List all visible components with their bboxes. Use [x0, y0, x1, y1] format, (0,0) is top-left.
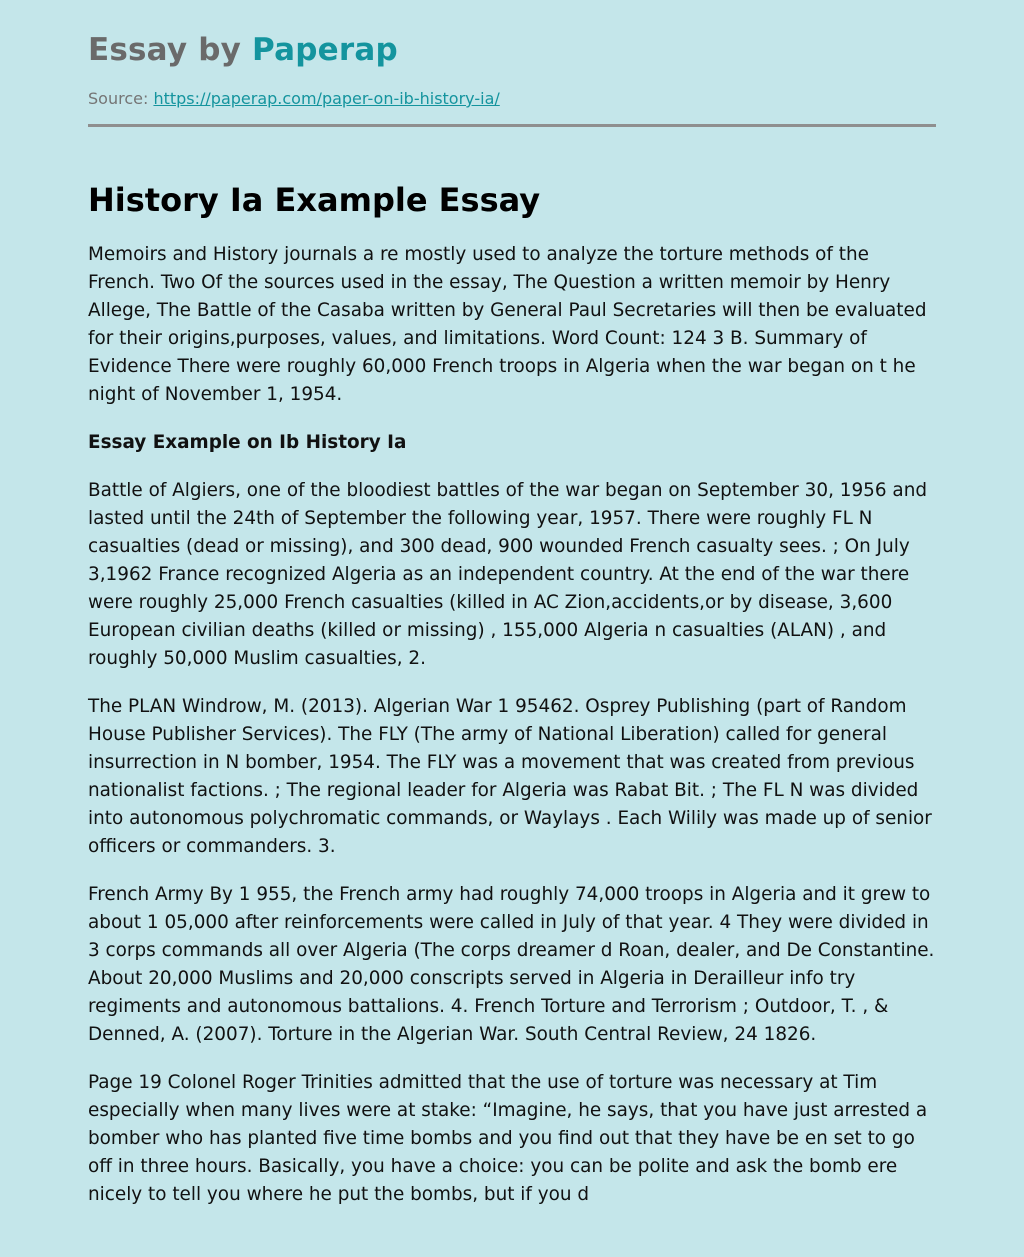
section-subheading: Essay Example on Ib History Ia — [88, 432, 407, 453]
brand-prefix: Essay by — [88, 32, 253, 68]
source-label: Source: — [88, 89, 154, 108]
source-line — [88, 89, 500, 109]
source-link[interactable]: https://paperap.com/paper-on-ib-history-ia/ — [153, 89, 500, 108]
header-divider — [88, 124, 936, 127]
paragraph-1: Memoirs and History journals a re mostly used to analyze the torture methods of the French. Two Of the sources used in the essay, The Question a written memoir by Henry Allege, The Battle of the Casaba written by General Paul Secretaries will then be evaluated for their origins,purposes, values, and limitations. Word Count: 124 3 B. Summary of Evidence There were roughly 60,000 French troops in Algeria when the war began on t he night of November 1, 1954. — [88, 244, 927, 405]
paragraph-2: Battle of Algiers, one of the bloodiest battles of the war began on September 30, 1956 and lasted until the 24th of September the following year, 1957. There were roughly FL N casualties (dead or missing), and 300 dead, 900 wounded French casualty sees. ; On July 3,1962 France recognized Algeria as an independent country. At the end of the war there were roughly 25,000 French casualties (killed in AC Zion,accidents,or by disease, 3,600 European civilian deaths (killed or missing) , 155,000 Algeria n casualties (ALAN) , and roughly 50,000 Muslim casualties, 2. — [88, 480, 928, 669]
essay-title: History Ia Example Essay — [88, 181, 541, 219]
paragraph-3: The PLAN Windrow, M. (2013). Algerian War 1 95462. Osprey Publishing (part of Random House Publisher Services). The FLY (The army of National Liberation) called for general insurrection in N bomber, 1954. The FLY was a movement that was created from previous nationalist factions. ; The regional leader for Algeria was Rabat Bit. ; The FL N was divided into autonomous polychromatic commands, or Waylays . Each Wilily was made up of senior officers or commanders. 3. — [88, 696, 932, 857]
paragraph-4: French Army By 1 955, the French army had roughly 74,000 troops in Algeria and it grew to about 1 05,000 after reinforcements were called in July of that year. 4 They were divided in 3 corps commands all over Algeria (The corps dreamer d Roan, dealer, and De Constantine. About 20,000 Muslims and 20,000 conscripts served in Algeria in Derailleur info try regiments and autonomous battalions. 4. French Torture and Terrorism ; Outdoor, T. , & Denned, A. (2007). Torture in the Algerian War. South Central Review, 24 1826. — [88, 884, 935, 1045]
site-brand — [88, 30, 398, 70]
brand-name: Paperap — [252, 32, 398, 68]
paragraph-5: Page 19 Colonel Roger Trinities admitted that the use of torture was necessary at Tim especially when many lives were at stake: “Imagine, he says, that you have just arrested a bomber who has planted five time bombs and you find out that they have be en set to go off in three hours. Basically, you have a choice: you can be polite and ask the bomb ere nicely to tell you where he put the bombs, but if you d — [88, 1072, 928, 1205]
essay-body — [88, 241, 940, 1229]
